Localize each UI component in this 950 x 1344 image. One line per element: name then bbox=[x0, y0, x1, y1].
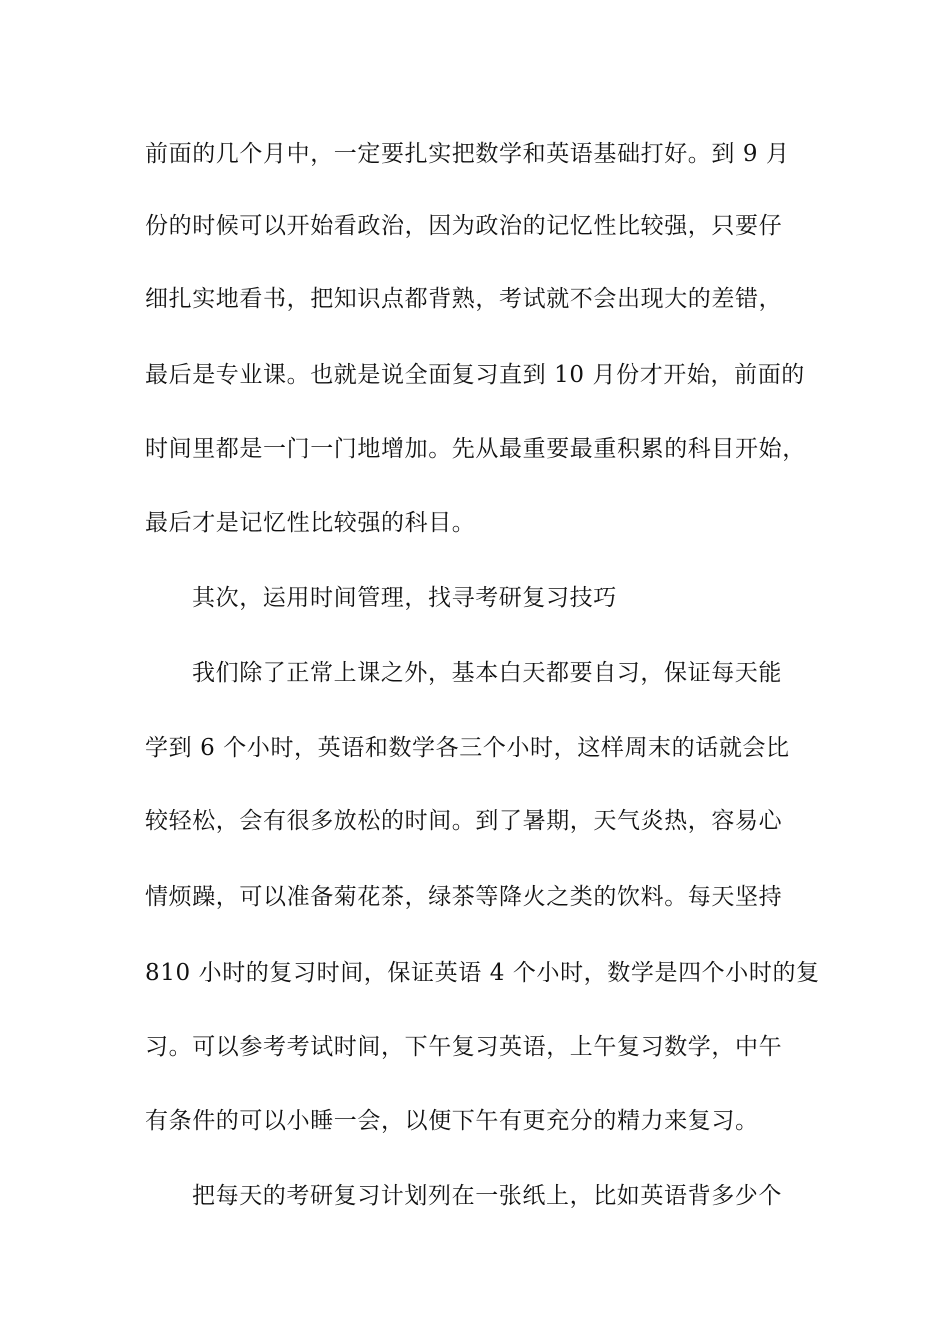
paragraph-line: 有条件的可以小睡一会，以便下午有更充分的精力来复习。 bbox=[145, 1108, 759, 1134]
paragraph-line: 情烦躁，可以准备菊花茶，绿茶等降火之类的饮料。每天坚持 bbox=[145, 884, 783, 910]
paragraph-line: 前面的几个月中，一定要扎实把数学和英语基础打好。到 9 月 bbox=[145, 141, 790, 167]
paragraph-line: 把每天的考研复习计划列在一张纸上，比如英语背多少个 bbox=[192, 1183, 782, 1209]
paragraph-line: 学到 6 个小时，英语和数学各三个小时，这样周末的话就会比 bbox=[145, 735, 790, 761]
section-heading: 其次，运用时间管理，找寻考研复习技巧 bbox=[192, 585, 617, 611]
paragraph-line: 810 小时的复习时间，保证英语 4 个小时，数学是四个小时的复 bbox=[145, 960, 820, 986]
paragraph-line: 我们除了正常上课之外，基本白天都要自习，保证每天能 bbox=[192, 660, 782, 686]
paragraph-line: 最后才是记忆性比较强的科目。 bbox=[145, 510, 476, 536]
paragraph-line: 份的时候可以开始看政治，因为政治的记忆性比较强，只要仔 bbox=[145, 213, 783, 239]
paragraph-line: 时间里都是一门一门地增加。先从最重要最重积累的科目开始， bbox=[145, 436, 806, 462]
paragraph-line: 最后是专业课。也就是说全面复习直到 10 月份才开始，前面的 bbox=[145, 362, 805, 388]
paragraph-line: 习。可以参考考试时间，下午复习英语，上午复习数学，中午 bbox=[145, 1034, 783, 1060]
paragraph-line: 细扎实地看书，把知识点都背熟，考试就不会出现大的差错， bbox=[145, 286, 783, 312]
paragraph-line: 较轻松，会有很多放松的时间。到了暑期，天气炎热，容易心 bbox=[145, 808, 783, 834]
